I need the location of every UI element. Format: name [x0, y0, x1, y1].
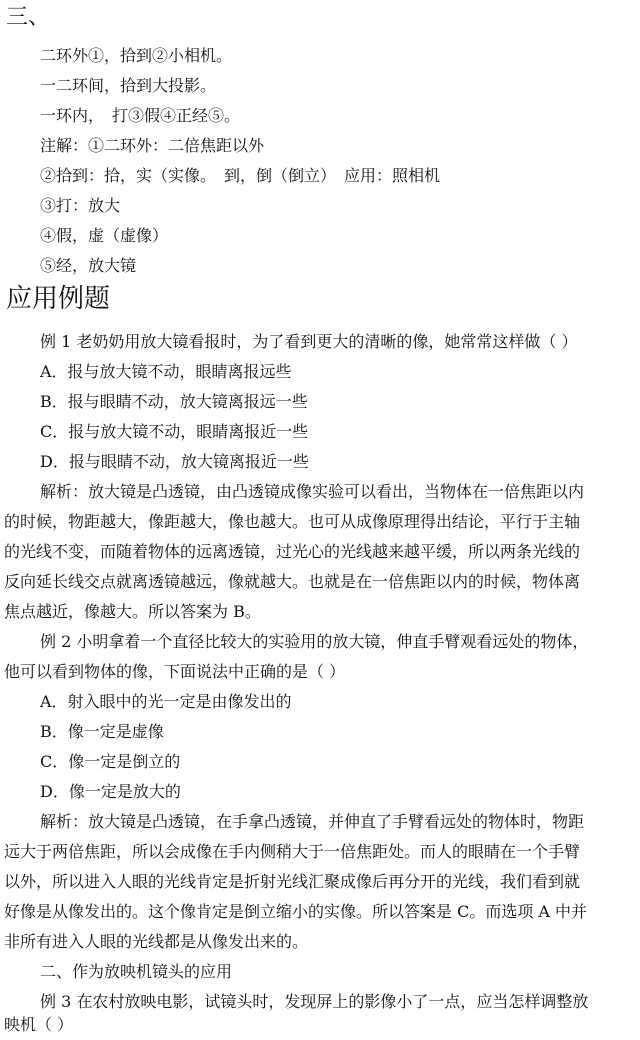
example-1-analysis-line: 的时候，物距越大，像距越大，像也越大。也可从成像原理得出结论，平行于主轴	[4, 512, 581, 531]
example-2-analysis-line: 解析：放大镜是凸透镜，在手拿凸透镜，并伸直了手臂看远处的物体时，物距	[40, 812, 585, 831]
example-1-analysis-line: 焦点越近，像越大。所以答案为 B。	[4, 602, 261, 621]
annotation-line-2: ②拾到：拾，实（实像。 到，倒（倒立） 应用：照相机	[40, 166, 441, 185]
section-two-heading: 二、作为放映机镜头的应用	[40, 962, 233, 981]
annotation-line-3: ③打：放大	[40, 196, 121, 215]
example-1-option-b: B．报与眼睛不动，放大镜离报远一些	[40, 392, 308, 411]
mnemonic-line-2: 一二环间，拾到大投影。	[40, 76, 217, 95]
example-1-option-d: D．报与眼睛不动，放大镜离报近一些	[40, 452, 309, 471]
example-1-analysis-line: 解析：放大镜是凸透镜，由凸透镜成像实验可以看出，当物体在一倍焦距以内	[40, 482, 585, 501]
example-1-option-a: A．报与放大镜不动，眼睛离报远些	[40, 362, 292, 381]
example-2-question: 他可以看到物体的像，下面说法中正确的是（ ）	[4, 662, 346, 681]
example-2-question: 例 2 小明拿着一个直径比较大的实验用的放大镜，伸直手臂观看远处的物体，	[40, 632, 589, 651]
examples-heading: 应用例题	[6, 284, 111, 314]
example-2-option-d: D．像一定是放大的	[40, 782, 181, 801]
annotation-line-4: ④假，虚（虚像）	[40, 226, 169, 245]
annotation-line-5: ⑤经，放大镜	[40, 256, 137, 275]
example-1-analysis-line: 的光线不变，而随着物体的远离透镜，过光心的光线越来越平缓，所以两条光线的	[4, 542, 581, 561]
example-2-analysis-line: 非所有进入人眼的光线都是从像发出来的。	[4, 932, 309, 951]
example-2-analysis-line: 好像是从像发出的。这个像肯定是倒立缩小的实像。所以答案是 C。而选项 A 中并	[4, 902, 588, 921]
example-3-question: 映机（ ）	[4, 1015, 74, 1034]
example-2-option-c: C．像一定是倒立的	[40, 752, 181, 771]
mnemonic-line-3: 一环内， 打③假④正经⑤。	[40, 106, 241, 125]
example-2-analysis-line: 以外，所以进入人眼的光线肯定是折射光线汇聚成像后再分开的光线，我们看到就	[4, 872, 581, 891]
example-2-analysis-line: 远大于两倍焦距，所以会成像在手内侧稍大于一倍焦距处。而人的眼睛在一个手臂	[4, 842, 581, 861]
mnemonic-line-1: 二环外①，拾到②小相机。	[40, 46, 233, 65]
example-2-option-b: B．像一定是虚像	[40, 722, 164, 741]
example-3-question: 例 3 在农村放映电影，试镜头时，发现屏上的影像小了一点，应当怎样调整放	[40, 992, 589, 1011]
example-1-option-c: C．报与放大镜不动，眼睛离报近一些	[40, 422, 309, 441]
annotation-line-1: 注解：①二环外：二倍焦距以外	[40, 136, 265, 155]
section-three-heading: 三、	[6, 5, 51, 30]
example-1-question: 例 1 老奶奶用放大镜看报时，为了看到更大的清晰的像，她常常这样做（ ）	[40, 332, 578, 351]
example-2-option-a: A．射入眼中的光一定是由像发出的	[40, 692, 292, 711]
example-1-analysis-line: 反向延长线交点就离透镜越远，像就越大。也就是在一倍焦距以内的时候，物体离	[4, 572, 581, 591]
